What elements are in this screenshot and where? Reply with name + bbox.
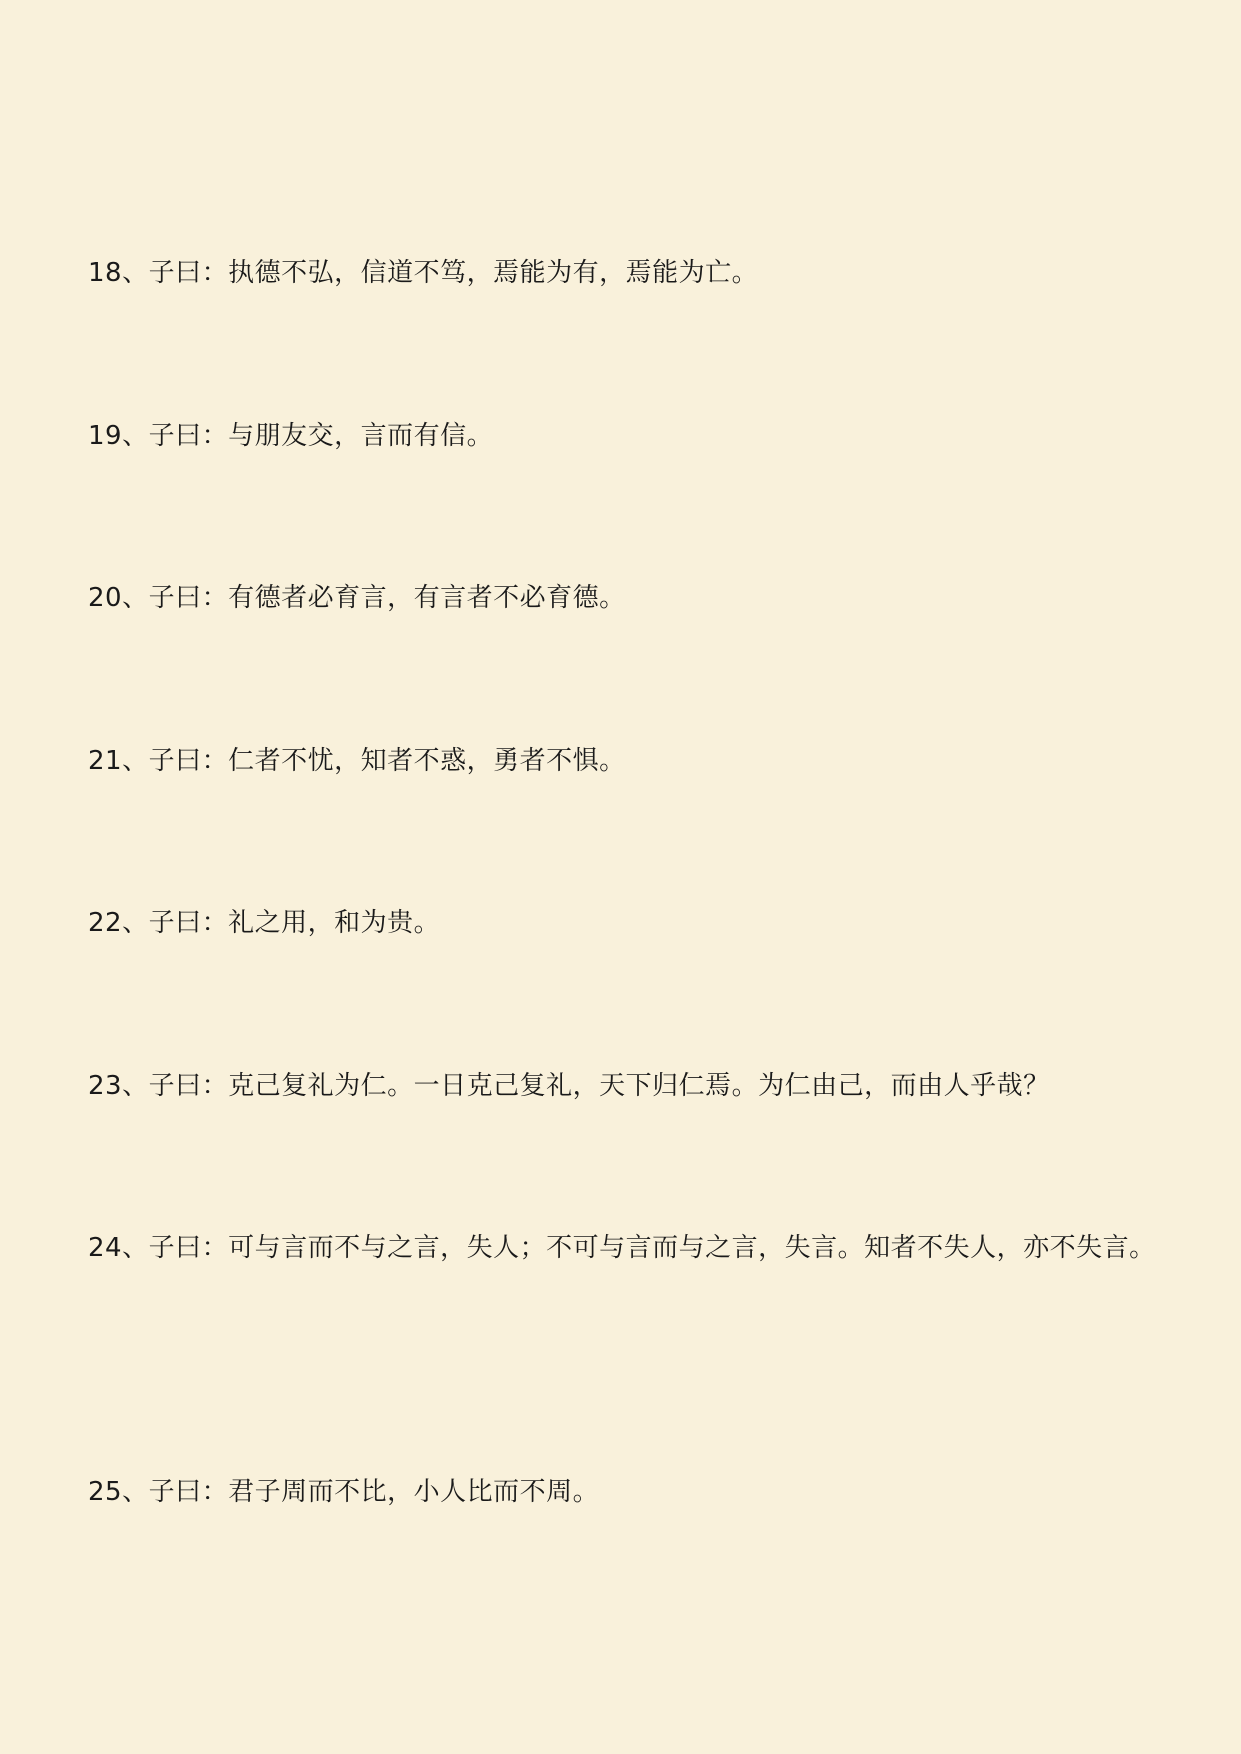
quote-21: 21、子曰：仁者不忧，知者不惑，勇者不惧。 [88, 746, 626, 776]
quote-23: 23、子曰：克己复礼为仁。一日克己复礼，天下归仁焉。为仁由己，而由人乎哉？ [88, 1071, 1050, 1101]
quote-24: 24、子曰：可与言而不与之言，失人；不可与言而与之言，失言。知者不失人，亦不失言。 [88, 1233, 1156, 1263]
quote-20: 20、子曰：有德者必育言，有言者不必育德。 [88, 583, 626, 613]
quote-25: 25、子曰：君子周而不比，小人比而不周。 [88, 1477, 600, 1507]
quote-18: 18、子曰：执德不弘，信道不笃，焉能为有，焉能为亡。 [88, 258, 759, 288]
quote-19: 19、子曰：与朋友交，言而有信。 [88, 421, 494, 451]
quote-22: 22、子曰：礼之用，和为贵。 [88, 908, 441, 938]
